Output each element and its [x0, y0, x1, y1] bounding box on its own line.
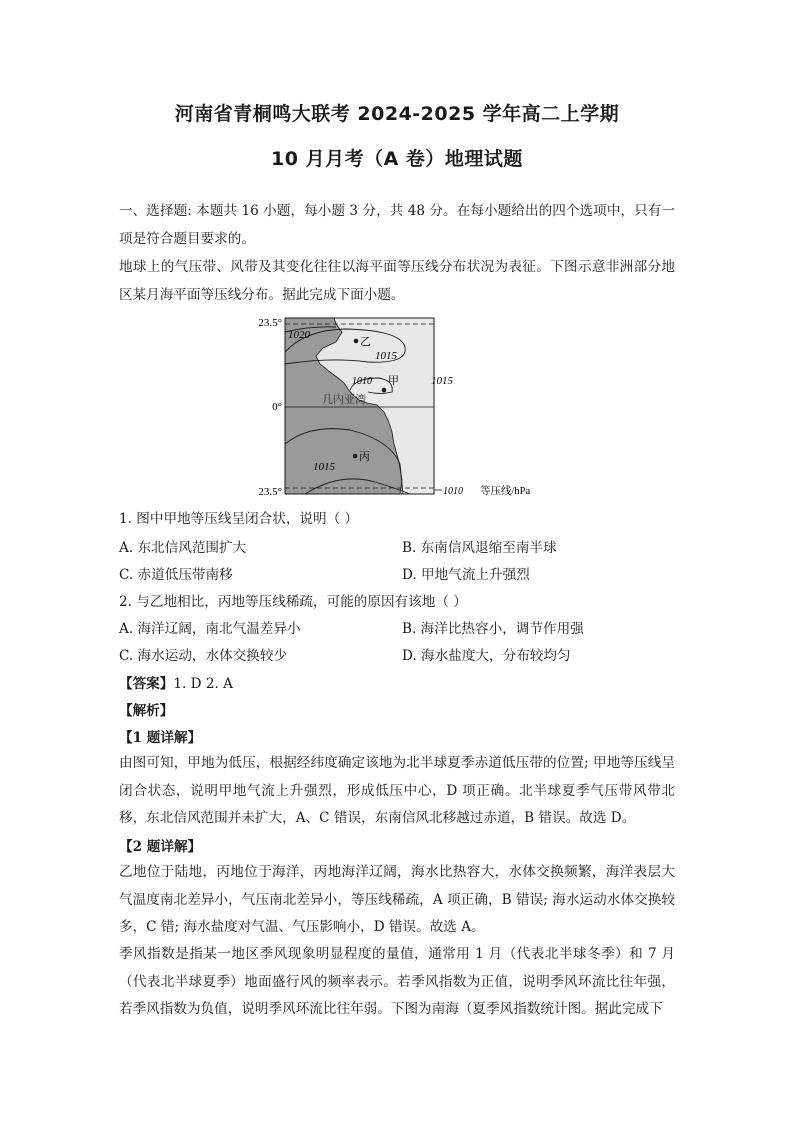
q2-detail-text: 乙地位于陆地，丙地位于海洋，丙地海洋辽阔，海水比热容大，水体交换频繁，海洋表层大气温度南北差异小，气压南北差异小，等压线稀疏，A 项正确，B 错误; 海水运动水体交换较多，C 错; 海水盐度对气温、气压影响小，D 错误。故选 A。 — [119, 864, 675, 935]
q2-option-c: C. 海水运动，水体交换较少 — [119, 648, 288, 664]
point-yi-label: 乙 — [360, 336, 371, 348]
q1-stem: 1. 图中甲地等压线呈闭合状，说明（ ） — [119, 511, 359, 527]
isobar-1015-right-label: 1015 — [431, 375, 453, 387]
q1-option-c: C. 赤道低压带南移 — [119, 567, 233, 583]
legend-label: 等压线/hPa — [480, 486, 531, 497]
answer-label: 【答案】 — [119, 676, 174, 692]
point-bing-marker — [353, 454, 358, 459]
isobar-1020-label: 1020 — [288, 329, 310, 341]
lat-top-label: 23.5° — [258, 317, 282, 329]
point-jia-label: 甲 — [388, 375, 399, 387]
answer-line — [119, 674, 233, 694]
q2-option-b: B. 海洋比热容小，调节作用强 — [402, 621, 584, 637]
point-jia-marker — [382, 388, 387, 393]
page-title-line1: 河南省青桐鸣大联考 2024-2025 学年高二上学期 — [174, 103, 620, 125]
gulf-of-guinea-label: 几内亚湾 — [322, 394, 366, 406]
isobar-1010-upper-label: 1010 — [352, 376, 372, 387]
isobar-1015-upper-label: 1015 — [375, 350, 397, 362]
q1-detail-text: 由图可知，甲地为低压，根据经纬度确定该地为北半球夏季赤道低压带的位置; 甲地等压线呈闭合状态，说明甲地气流上升强烈，形成低压中心，D 项正确。北半球夏季气压带风带北移，东北信风范围并未扩大，A、C 错误，东南信风北移越过赤道，B 错误。故选 D。 — [119, 755, 675, 826]
page-title-line2: 10 月月考（A 卷）地理试题 — [271, 148, 523, 170]
q1-detail-label: 【1 题详解】 — [119, 730, 202, 746]
section1-intro: 一、选择题: 本题共 16 小题，每小题 3 分，共 48 分。在每小题给出的四个选项中，只有一项是符合题目要求的。 — [119, 203, 675, 247]
isobar-map-figure — [250, 312, 550, 502]
lat-mid-label: 0° — [272, 401, 282, 413]
q1-option-d: D. 甲地气流上升强烈 — [402, 567, 530, 583]
q1-option-b: B. 东南信风退缩至南半球 — [402, 540, 557, 556]
lat-bottom-label: 23.5° — [258, 486, 282, 498]
isobar-1010-lower-label: 1010 — [443, 486, 463, 497]
point-bing-label: 丙 — [359, 451, 370, 463]
isobar-1015-lower-label: 1015 — [313, 461, 335, 473]
q2-option-d: D. 海水盐度大，分布较均匀 — [402, 648, 571, 664]
point-yi-marker — [354, 339, 359, 344]
passage1: 地球上的气压带、风带及其变化往往以海平面等压线分布状况为表征。下图示意非洲部分地区某月海平面等压线分布。据此完成下面小题。 — [119, 259, 675, 303]
q2-option-a: A. 海洋辽阔，南北气温差异小 — [119, 621, 301, 637]
q2-detail-label: 【2 题详解】 — [119, 839, 202, 855]
answer-text: 1. D 2. A — [173, 676, 233, 692]
passage2: 季风指数是指某一地区季风现象明显程度的量值，通常用 1 月（代表北半球冬季）和 7 月（代表北半球夏季）地面盛行风的频率表示。若季风指数为正值，说明季风环流比往年强，若季风指数为负值，说明季风环流比往年弱。下图为南海（夏季风指数统计图。据此完成下 — [119, 946, 675, 1017]
q1-option-a: A. 东北信风范围扩大 — [119, 540, 247, 556]
analysis-label: 【解析】 — [119, 703, 174, 719]
q2-stem: 2. 与乙地相比，丙地等压线稀疏，可能的原因有该地（ ） — [119, 594, 467, 610]
